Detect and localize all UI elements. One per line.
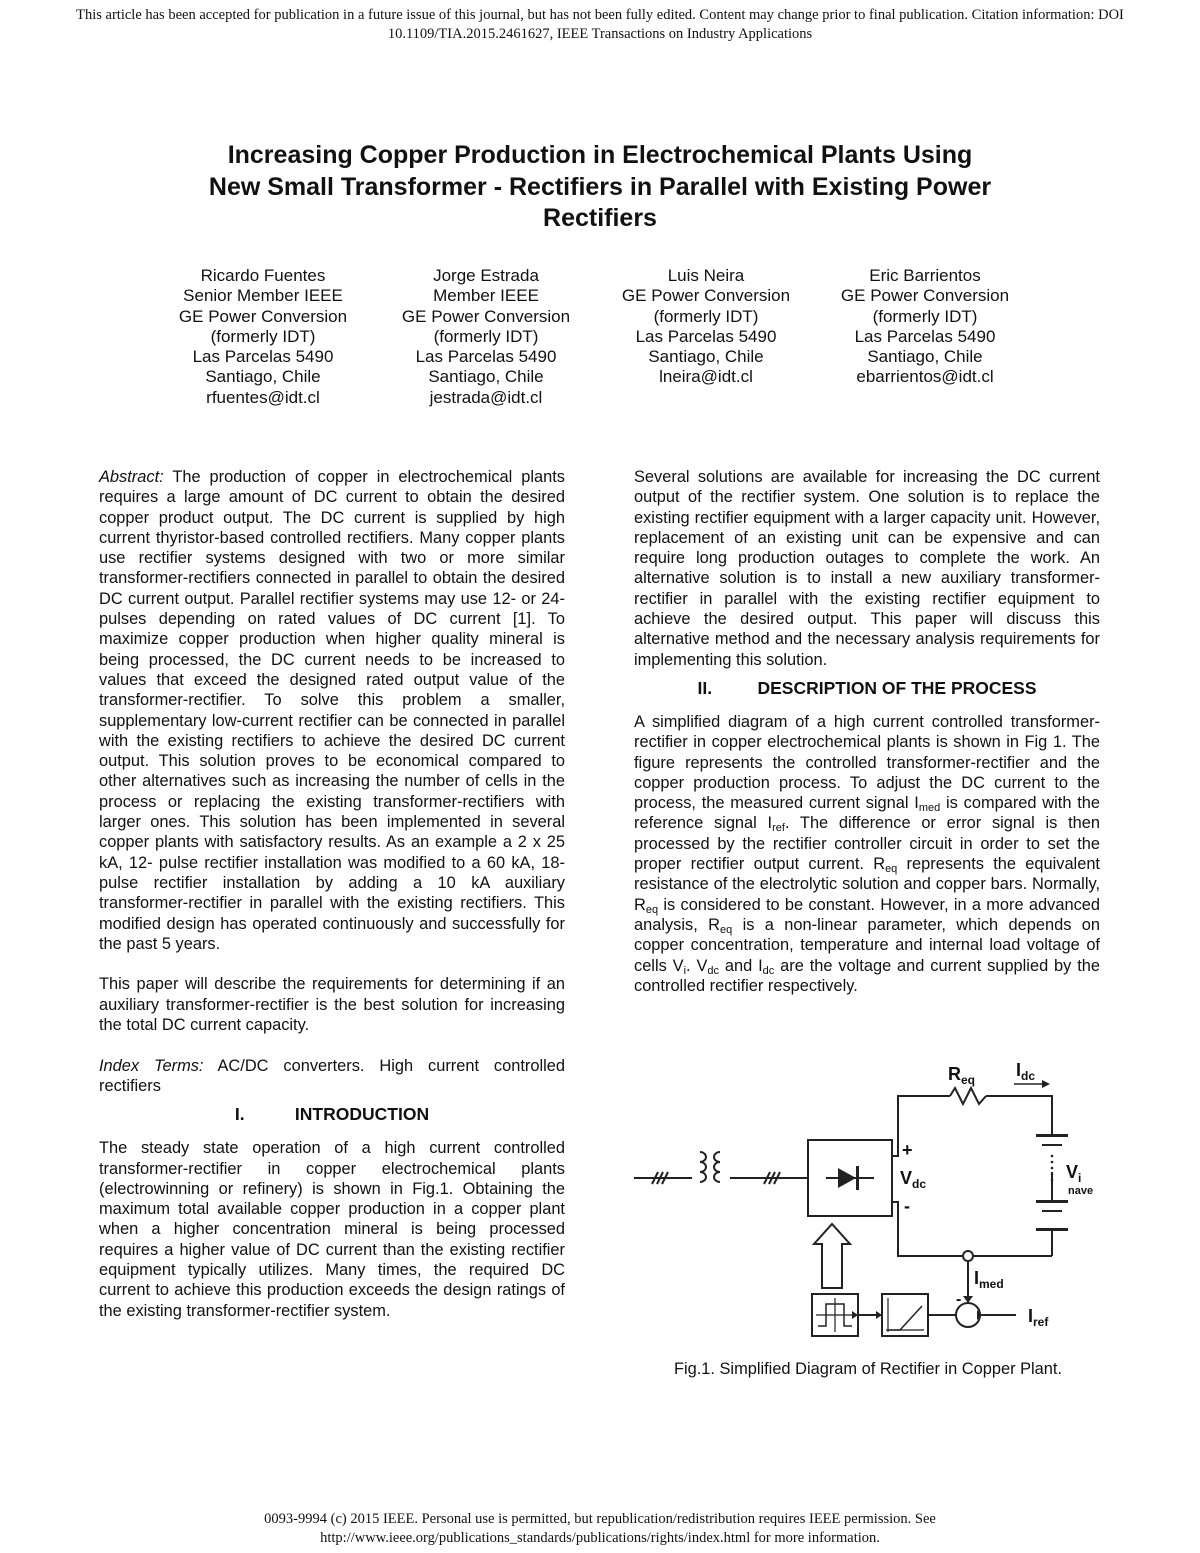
vi-label: $V_i$ [1066,1162,1082,1185]
author-line: (formerly IDT) [872,306,978,326]
author-email: ebarrientos@idt.cl [856,367,994,387]
rectifier-circuit-diagram [630,1060,1106,1350]
idc-label: $I_{dc}$ [1016,1060,1036,1083]
abstract-text: The production of copper in electrochemical plants requires a large amount of DC current to obtain the desired copper product output. The DC current is supplied by high current thyristor-based controlled rectifiers. Many copper plants use rectifier systems designed with two or more similar transformer-rectifiers connected in parallel to obtain the desired DC current output. Parallel rectifier systems may use 12- or 24-pulses depending on rated values of DC current [1]. To maximize copper production when higher quality mineral is being processed, the DC current needs to be increased to values that exceed the designed rated output value of the transformer-rectifier. To solve this problem a smaller, supplementary low-current rectifier can be connected in parallel with the existing rectifiers to achieve the desired DC current output. This solution proves to be economical compared to other alternatives such as increasing the number of cells in the process or replacing the existing transformer-rectifiers with larger ones. This solution has been implemented in several copper plants with satisfactory results. As an example a 2 x 25 kA, 12- pulse rectifier installation was modified to a 60 kA, 18-pulse rectifier installation by adding a 10 kA auxiliary transformer-rectifier in parallel with the existing rectifiers. This modified design has operated continuously and successfully for the past 5 years. [99,468,565,953]
author-line: Santiago, Chile [867,347,983,367]
publication-notice [0,6,1200,44]
footer-line-2: http://www.ieee.org/publications_standards/publications/rights/index.html for more information. [320,1530,880,1546]
author-line: Ricardo Fuentes [200,266,326,285]
process-paragraph: A simplified diagram of a high current controlled transformer-rectifier in copper electrochemical plants is shown in Fig 1. The figure represents the controlled transformer-rectifier and the copper production process. To adjust the DC current to the process, the measured current signal $I_{med}$ is compared with the reference signal $I_{ref}$. The difference or error signal is then processed by the rectifier controller circuit in order to set the proper rectifier output current. $R_{eq}$ represents the equivalent resistance of the electrolytic solution and copper bars. Normally, $R_{eq}$ is considered to be constant. However, in a more advanced analysis, $R_{eq}$ is a non-linear parameter, which depends on copper concentration, temperature and internal load voltage of cells $V_i$. $V_{dc}$ and $I_{dc}$ are the voltage and current supplied by the controlled rectifier respectively. [634,712,1101,995]
index-terms-label: Index Terms: [99,1056,204,1075]
author-block-fuentes [158,266,368,408]
author-line: GE Power Conversion [178,306,348,326]
author-line: Las Parcelas 5490 [854,326,996,346]
author-line: Eric Barrientos [869,266,981,285]
author-line: Senior Member IEEE [183,286,343,306]
section-heading-process [634,670,1100,712]
author-line: Las Parcelas 5490 [415,347,557,367]
abstract-paragraph [99,467,565,954]
abstract-label: Abstract: [99,468,164,486]
author-email: lneira@idt.cl [659,367,753,387]
author-line: (formerly IDT) [433,326,539,346]
abstract-paragraph-2: This paper will describe the requirements for determining if an auxiliary transformer-rectifier is the best solution for increasing the total DC current capacity. [99,975,565,1035]
author-line: (formerly IDT) [653,306,759,326]
author-line: Member IEEE [433,286,539,306]
author-email: rfuentes@idt.cl [206,387,320,407]
author-block-neira [601,266,811,388]
copyright-footer [0,1510,1200,1548]
section-heading-introduction [99,1096,565,1138]
author-line: Jorge Estrada [433,266,539,285]
sum-minus-sign: - [956,1291,962,1308]
author-line: Santiago, Chile [648,347,764,367]
left-column [99,467,565,1321]
author-line: Luis Neira [667,266,745,285]
right-column [634,467,1100,996]
index-terms [99,1056,565,1097]
section-title: INTRODUCTION [294,1104,430,1125]
notice-line-2: 10.1109/TIA.2015.2461627, IEEE Transactions on Industry Applications [387,26,813,42]
title-line-2: New Small Transformer - Rectifiers in Parallel with Existing Power [208,172,992,201]
author-line: Las Parcelas 5490 [192,347,334,367]
imed-label: $I_{med}$ [974,1268,1004,1291]
author-line: (formerly IDT) [210,326,316,346]
introduction-paragraph: The steady state operation of a high current controlled transformer-rectifier in copper electrochemical plants (electrowinning or refinery) is shown in Fig.1. Obtaining the maximum total available copper production in a copper plant when a higher concentration mineral is being processed requires a higher value of DC current than the existing rectifier equipment typically utilizes. Many times, the required DC current to achieve this production exceeds the design ratings of the existing transformer-rectifier system. [99,1139,565,1320]
paper-title [120,140,1080,235]
section-number: I. [234,1104,245,1125]
req-label: $R_{eq}$ [948,1064,976,1087]
title-line-1: Increasing Copper Production in Electrochemical Plants Using [227,141,973,169]
plus-sign: + [902,1140,913,1160]
author-email: jestrada@idt.cl [429,387,543,407]
author-line: Santiago, Chile [428,367,544,387]
title-line-3: Rectifiers [543,204,657,232]
index-terms-text: AC/DC converters. High current controlled rectifiers [99,1056,565,1095]
solutions-paragraph: Several solutions are available for increasing the DC current output of the rectifier system. One solution is to replace the existing rectifier equipment with a larger capacity unit. However, replacement of an existing unit can be expensive and can require long production outages to complete the work. An alternative solution is to install a new auxiliary transformer-rectifier in parallel with the existing rectifier equipment to achieve the desired output. This paper will discuss this alternative method and the necessary analysis requirements for implementing this solution. [634,468,1100,669]
footer-line-1: 0093-9994 (c) 2015 IEEE. Personal use is permitted, but republication/redistribution requires IEEE permission. See [264,1511,936,1527]
author-block-estrada [381,266,591,408]
author-line: Santiago, Chile [205,367,321,387]
author-line: GE Power Conversion [840,286,1010,306]
author-block-barrientos [820,266,1030,388]
section-title: DESCRIPTION OF THE PROCESS [757,677,1037,698]
author-line: Las Parcelas 5490 [635,326,777,346]
figure-caption: Fig.1. Simplified Diagram of Rectifier in Copper Plant. [673,1360,1063,1378]
section-number: II. [697,677,713,698]
author-line: GE Power Conversion [621,286,791,306]
nave-label: nave [1068,1185,1094,1197]
vdc-label: $V_{dc}$ [900,1168,927,1191]
iref-label: $I_{ref}$ [1028,1306,1049,1329]
notice-line-1: This article has been accepted for publication in a future issue of this journal, but has not been fully edited. Content may change prior to final publication. Citation information: DOI [76,7,1124,23]
author-line: GE Power Conversion [401,306,571,326]
minus-sign: - [904,1196,910,1216]
